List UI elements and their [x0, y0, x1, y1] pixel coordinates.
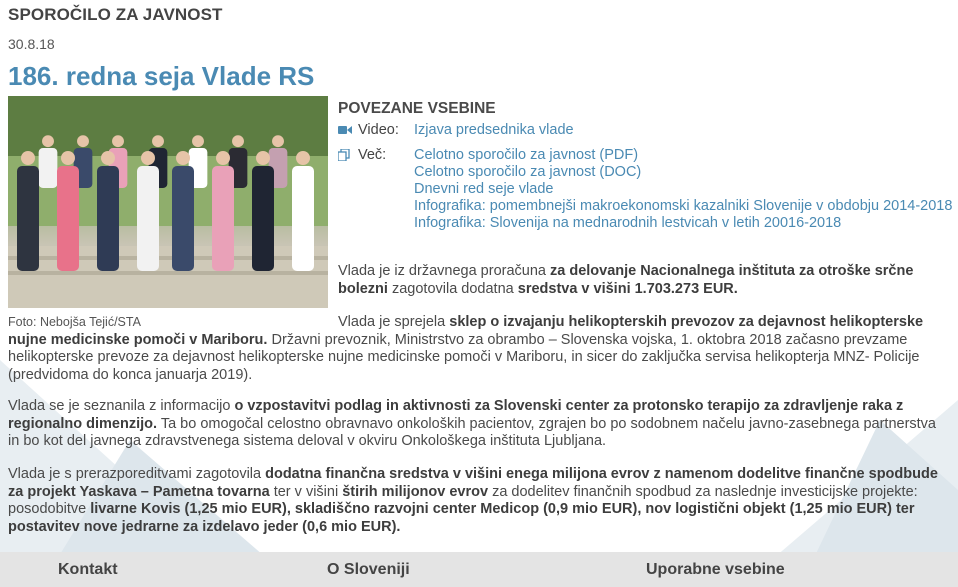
person-head — [61, 151, 75, 165]
video-camera-icon — [338, 124, 352, 136]
person-head — [21, 151, 35, 165]
person-silhouette — [137, 166, 159, 271]
footer-link-useful-content[interactable]: Uporabne vsebine — [646, 561, 785, 578]
person-silhouette — [172, 166, 194, 271]
related-link-pdf[interactable]: Celotno sporočilo za javnost (PDF) — [414, 147, 639, 163]
person-silhouette — [17, 166, 39, 271]
photo-caption: Foto: Nebojša Tejić/STA — [8, 315, 141, 329]
paragraph-helicopter: Vlada je sprejela sklep o izvajanju helikopterskih prevozov za dejavnost helikopterske nujne medicinske pomoči v Mariboru. Državni prevoznik, Ministrstvo za obrambo – Slovenska vojska, 1. oktobra 2018 začasno prevzame helikopterske prevoze za dejavnost helikopterske nujne medicinske pomoči v Mariboru, in sicer do zaključka servisa helikopterja MNZ- Policije (predvidoma do konca januarja 2019). — [8, 314, 924, 383]
related-more-row — [338, 147, 953, 232]
person-head — [77, 135, 89, 147]
related-content — [338, 100, 953, 232]
person-head — [232, 135, 244, 147]
page-title: 186. redna seja Vlade RS — [8, 61, 315, 91]
person-head — [112, 135, 124, 147]
video-label: Video: — [358, 122, 399, 138]
person-silhouette — [57, 166, 79, 271]
person-head — [256, 151, 270, 165]
paragraph-proton-therapy: Vlada se je seznanila z informacijo o vzpostavitvi podlag in aktivnosti za Slovenski center za protonsko terapijo za zdravljenje raka z regionalno dimenzijo. Ta bo omogočal celostno obravnavo onkoloških pacientov, zgrajen bo po sodobnem načelu javno-zasebnega partnerstva in bo kot del javnega zdravstvenega sistema deloval v okviru Onkološkega inštituta Ljubljana. — [8, 398, 936, 449]
paragraph-investments: Vlada je s prerazporeditvami zagotovila dodatna finančna sredstva v višini enega milijona evrov z namenom dodelitve finančne spodbude za projekt Yaskava – Pametna tovarna ter v višini štirih milijonov evrov za dodelitev finančnih spodbud za naslednje investicijske projekte: posodobitve livarne Kovis (1,25 mio EUR), skladiščno razvojni center Medicop (0,9 mio EUR), nov logistični objekt (1,25 mio EUR) ter postavitev nove jedrarne za izdelavo jeder (0,6 mio EUR). — [8, 466, 938, 535]
video-link[interactable]: Izjava predsednika vlade — [414, 122, 574, 138]
more-label: Več: — [358, 147, 387, 163]
footer-link-contact[interactable]: Kontakt — [58, 561, 118, 578]
person-silhouette — [97, 166, 119, 271]
press-release-label: SPOROČILO ZA JAVNOST — [8, 5, 223, 24]
person-silhouette — [292, 166, 314, 271]
footer-nav — [0, 552, 958, 587]
person-silhouette — [212, 166, 234, 271]
related-link-agenda[interactable]: Dnevni red seje vlade — [414, 181, 554, 197]
related-link-infographic-rankings[interactable]: Infografika: Slovenija na mednarodnih lestvicah v letih 20016-2018 — [414, 215, 842, 231]
person-head — [42, 135, 54, 147]
person-head — [152, 135, 164, 147]
person-head — [272, 135, 284, 147]
related-link-infographic-macro[interactable]: Infografika: pomembnejši makroekonomski kazalniki Slovenije v obdobju 2014-2018 — [414, 198, 953, 214]
publish-date: 30.8.18 — [8, 36, 55, 52]
person-head — [101, 151, 115, 165]
related-link-doc[interactable]: Celotno sporočilo za javnost (DOC) — [414, 164, 642, 180]
person-head — [296, 151, 310, 165]
person-head — [216, 151, 230, 165]
person-silhouette — [252, 166, 274, 271]
government-group-photo — [8, 96, 328, 308]
person-head — [192, 135, 204, 147]
footer-link-about-slovenia[interactable]: O Sloveniji — [327, 561, 410, 578]
related-heading: POVEZANE VSEBINE — [338, 100, 496, 117]
group-photo-image — [8, 96, 328, 308]
person-silhouette — [39, 148, 58, 188]
person-head — [176, 151, 190, 165]
paragraph-heart-institute: Vlada je iz državnega proračuna za delovanje Nacionalnega inštituta za otroške srčne bolezni zagotovila dodatna sredstva v višini 1.703.273 EUR. — [338, 263, 914, 297]
person-head — [141, 151, 155, 165]
related-video-row — [338, 122, 953, 139]
document-icon — [338, 149, 352, 161]
